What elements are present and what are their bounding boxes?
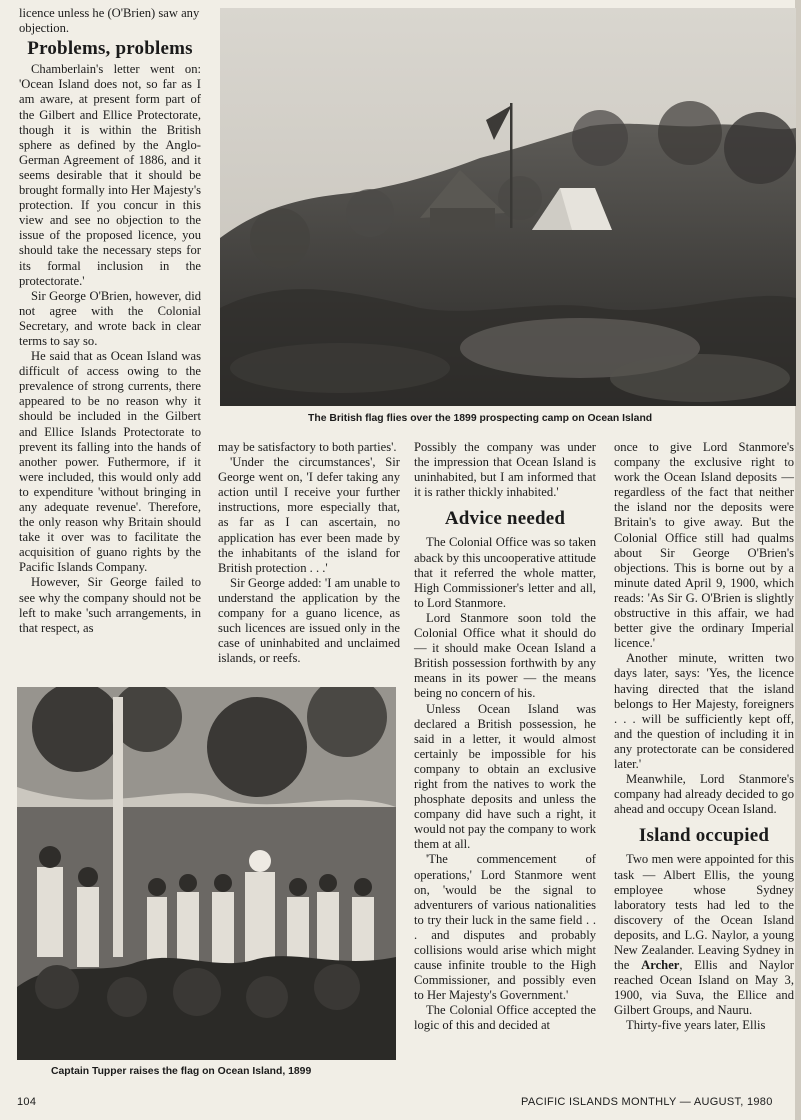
paragraph: Another minute, written two days later, says: 'Yes, the licence having directed that the island belongs to Her Majesty, foreigners . . . will be sufficiently kept off, and the question of including it in any protectorate can be considered later.'	[614, 651, 794, 771]
photo-prospecting-camp	[220, 8, 796, 406]
paragraph: He said that as Ocean Island was difficult of access owing to the prevalence of strong currents, there appeared to be no reason why it should be included in the Gilbert and Ellice Islands Protectorate to prevent its falling into the hands of another power. Futhermore, if it were included, this would only add to expenditure 'without bringing in any adequate revenue'. Therefore, the only reason why Britain should take it over was to facilitate the acquisition of guano rights by the Pacific Islands Company.	[19, 349, 201, 575]
paragraph: 'The commencement of operations,' Lord Stanmore went on, 'would be the signal to adventurers of various nationalities to try their luck in the same field . . . and disputes and probably collisions would arise which might cause infinite trouble to the High Commissioner, and possibly even to Her Majesty's Government.'	[414, 852, 596, 1003]
camp-photo-image	[220, 8, 796, 406]
paragraph: Sir George O'Brien, however, did not agree with the Colonial Secretary, and wrote back in clear terms to say so.	[19, 288, 201, 348]
heading-island-occupied: Island occupied	[638, 825, 770, 847]
caption-top-photo: The British flag flies over the 1899 prospecting camp on Ocean Island	[308, 413, 653, 424]
paragraph: Unless Ocean Island was declared a British possession, he said in a letter, it would almost certainly be impossible for his company to obtain an exclusive right from the natives to work the phosphate deposits and unless the company did have such a right, it would not pay the company to work them at all.	[414, 701, 596, 852]
column-2	[218, 440, 400, 666]
paragraph: may be satisfactory to both parties'.	[218, 440, 397, 454]
paragraph: The Colonial Office was so taken aback by this uncooperative attitude that it referred the whole matter, High Commissioner's letter and all, to Lord Stanmore.	[414, 535, 596, 610]
caption-bottom-photo: Captain Tupper raises the flag on Ocean Island, 1899	[51, 1066, 312, 1077]
text-after-ship: , Ellis and Naylor reached Ocean Island on May 3, 1900, via Suva, the Ellice and Gilbert Groups, and Nauru.	[614, 958, 794, 1018]
ship-name: Archer	[641, 958, 680, 973]
paragraph: once to give Lord Stanmore's company the exclusive right to work the Ocean Island deposits — regardless of the fact that neither the island nor the deposits were Britain's to give away. But the Colonial Office still had qualms about Sir George O'Brien's objections. This is borne out by a minute dated April 9, 1900, which reads: 'As Sir G. O'Brien is slightly obstructive in this affair, we had better give the ordinary Imperial licence.'	[614, 440, 794, 651]
column-4	[614, 440, 794, 1034]
heading-advice-needed: Advice needed	[444, 508, 566, 530]
column-1	[19, 6, 201, 636]
paragraph: However, Sir George failed to see why the company should not be left to make 'such arrangements, in that respect, as	[19, 575, 201, 635]
paragraph: Possibly the company was under the impression that Ocean Island is uninhabited, but I am informed that it is rather thickly inhabited.'	[414, 440, 596, 500]
paragraph: Lord Stanmore soon told the Colonial Office what it should do — it should make Ocean Island a British possession forthwith by any means in its power — the means being no concern of his.	[414, 610, 596, 701]
text-before-ship: Two men were appointed for this task — Albert Ellis, the young employee whose Sydney laboratory tests had led to the discovery of the Ocean Island deposits, and L.G. Naylor, a young New Zealander. Leaving Sydney in the	[614, 852, 794, 973]
publication-footer: PACIFIC ISLANDS MONTHLY — AUGUST, 1980	[521, 1096, 773, 1108]
paragraph: The Colonial Office accepted the logic of this and decided at	[414, 1003, 596, 1033]
photo-flag-raising	[17, 687, 396, 1060]
page-number: 104	[17, 1096, 37, 1108]
paragraph: Thirty-five years later, Ellis	[626, 1018, 766, 1033]
paragraph: Meanwhile, Lord Stanmore's company had already decided to go ahead and occupy Ocean Island.	[614, 772, 794, 817]
heading-problems: Problems, problems	[27, 38, 193, 60]
paragraph: 'Under the circumstances', Sir George went on, 'I defer taking any action until I receive your further instructions, more especially that, as far as I can ascertain, no application has ever been made by the inhabitants of the island for British protection . . .'	[218, 455, 400, 575]
paragraph: Sir George added: 'I am unable to understand the application by the company for a guano licence, as such licences are issued only in the case of uninhabited and unclaimed islands, or reefs.	[218, 575, 400, 666]
paragraph: Chamberlain's letter went on: 'Ocean Island does not, so far as I am aware, at present form part of the Gilbert and Ellice Protectorate, though it is within the British sphere as defined by the Anglo-German Agreement of 1886, and it seems desirable that it should be brought formally into Her Majesty's protection. If you concur in this view and see no objection to the issue of the proposed licence, you should take the necessary steps for its formal inclusion in the protectorate.'	[19, 62, 201, 288]
column-3	[414, 440, 596, 1034]
flag-raising-photo-image	[17, 687, 396, 1060]
continued-text: licence unless he (O'Brien) saw any objection.	[19, 6, 200, 36]
paragraph-ellis-naylor	[614, 852, 794, 1018]
